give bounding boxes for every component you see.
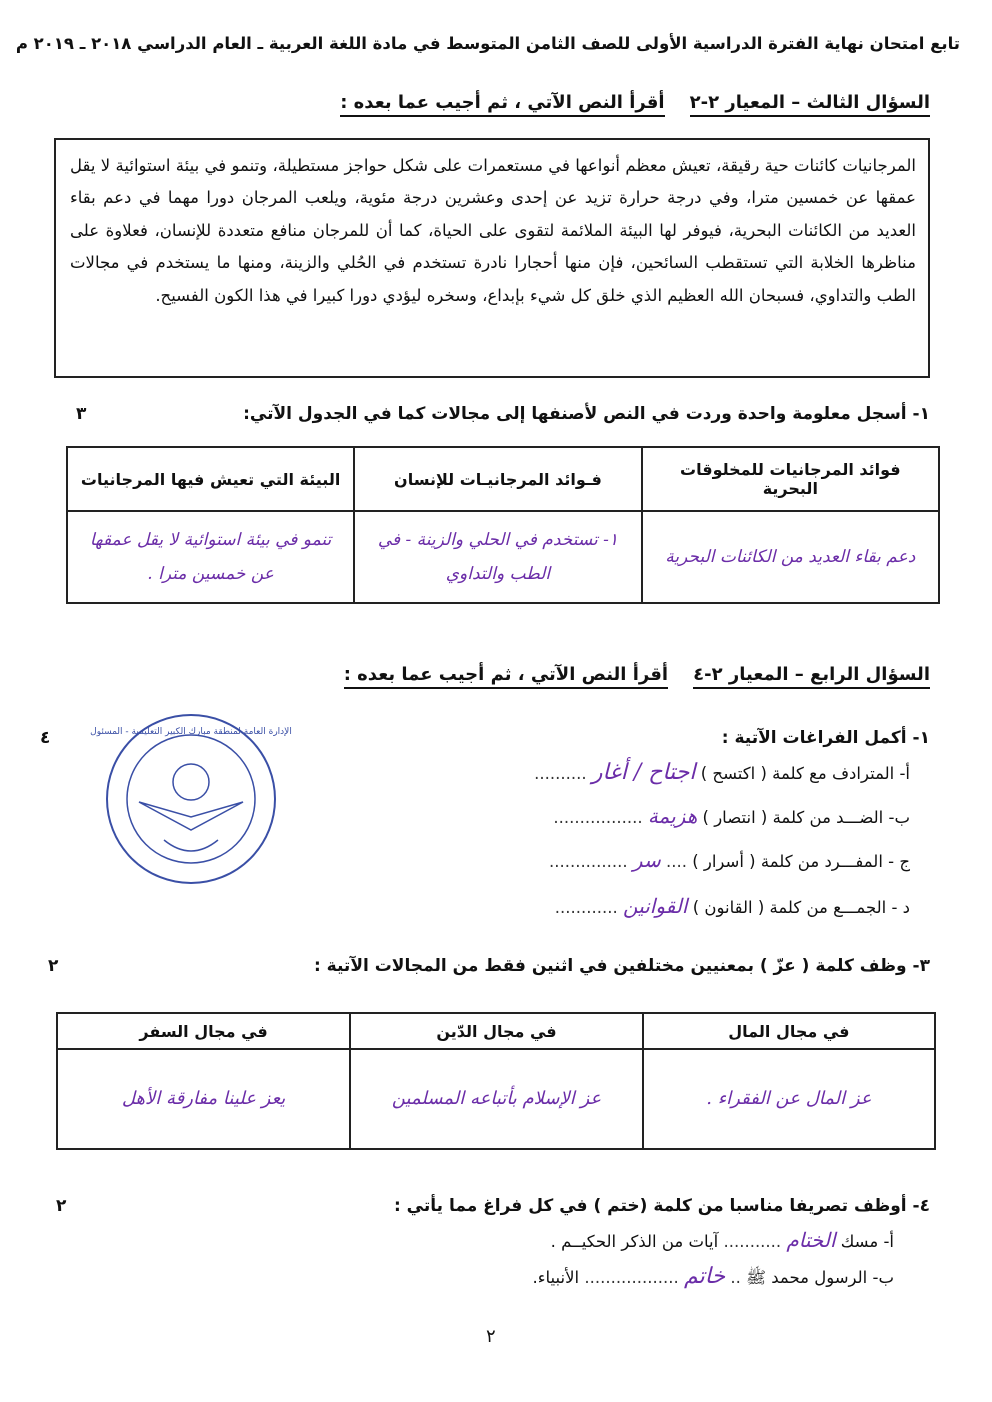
- fill-dots: ............: [554, 898, 618, 917]
- s4-q4-mark: ٢: [56, 1196, 67, 1216]
- fill-label: د - الجمـــع من كلمة ( القانون ): [692, 898, 910, 917]
- answer-cell[interactable]: عز المال عن الفقراء .: [643, 1049, 935, 1149]
- s4-q1-text: ١- أكمل الفراغات الآتية :: [721, 728, 930, 748]
- answer-cell[interactable]: دعم بقاء العديد من الكائنات البحرية: [642, 511, 939, 603]
- exam-header: تابع امتحان نهاية الفترة الدراسية الأولى للصف الثامن المتوسط في مادة اللغة العربية ـ العام الدراسي ٢٠١٨ ـ ٢٠١٩ م: [15, 34, 960, 53]
- s4-q3-text: ٣- وظف كلمة ( عزّ ) بمعنيين مختلفين في اثنين فقط من المجالات الآتية :: [313, 956, 930, 976]
- q4-b-answer[interactable]: خاتم: [684, 1264, 726, 1289]
- fill-dots: ..: [730, 1268, 741, 1287]
- s3-q1-mark: ٣: [76, 404, 87, 424]
- fill-item-d: [555, 894, 910, 918]
- page-number: ٢: [486, 1326, 496, 1347]
- q4-b-before: ب- الرسول محمد ﷺ: [746, 1268, 894, 1287]
- fill-answer[interactable]: القوانين: [622, 894, 688, 918]
- table-header-cell: فوائد المرجانيات للمخلوقات البحرية: [642, 447, 939, 511]
- section4-instruction: أقرأ النص الآتي ، ثم أجيب عما بعده :: [344, 664, 668, 689]
- q4-a-after: آيات من الذكر الحكيــم .: [550, 1232, 719, 1251]
- section3-heading: السؤال الثالث – المعيار ٢-٢: [690, 92, 930, 117]
- official-stamp-icon: [90, 712, 292, 886]
- table-header-cell: في مجال المال: [643, 1013, 935, 1049]
- q4-item-a: [551, 1228, 894, 1252]
- table-answer-row: [67, 511, 939, 603]
- fill-label: أ- المترادف مع كلمة ( اكتسح ): [700, 764, 910, 783]
- section3-instruction: أقرأ النص الآتي ، ثم أجيب عما بعده :: [340, 92, 664, 117]
- section4-heading-line: [344, 664, 930, 685]
- fill-label: ب- الضـــد من كلمة ( انتصار ): [702, 808, 910, 827]
- fill-dots: ..................: [584, 1268, 679, 1287]
- answer-cell[interactable]: عز الإسلام بأتباعه المسلمين: [350, 1049, 643, 1149]
- table-answer-row: [57, 1049, 935, 1149]
- s4-q4-text: ٤- أوظف تصريفا مناسبا من كلمة (ختم ) في كل فراغ مما يأتي :: [393, 1196, 930, 1216]
- table-header-cell: البيئة التي تعيش فيها المرجانيات: [67, 447, 354, 511]
- table-header-cell: في مجال السفر: [57, 1013, 350, 1049]
- fill-answer[interactable]: هزيمة: [647, 804, 698, 828]
- s4-q3-mark: ٢: [48, 956, 59, 976]
- q4-b-after: الأنبياء.: [532, 1268, 580, 1287]
- s4-q3-table: [56, 1012, 936, 1150]
- fill-answer[interactable]: اجتاح / أغار: [591, 760, 696, 785]
- passage-text: المرجانيات كائنات حية رقيقة، تعيش معظم أنواعها في مستعمرات على شكل حواجز مستطيلة، وتنمو في بيئة استوائية لا يقل عمقها عن خمسين مترا، وفي درجة حرارة تزيد عن إحدى وعشرين درجة مئوية، ويلعب المرجان دورا مهما في دعم بقاء العديد من الكائنات البحرية، فيوفر لها البيئة الملائمة لتقوى على الحياة، كما أن للمرجان منافع متعددة للإنسان، فعلاوة على مناظرها الخلابة التي تستقطب السائحين، فإن منها أحجارا نادرة تستخدم في الحُلي والزينة، ومنها ما يستخدم في مجالات الطب والتداوي، فسبحان الله العظيم الذي خلق كل شيء بإبداع، وسخره ليؤدي دورا كبيرا في هذا الكون الفسيح.: [70, 156, 916, 305]
- s3-q1-table: [66, 446, 940, 604]
- q4-a-before: أ- مسك: [840, 1232, 894, 1251]
- fill-dots: ....: [665, 852, 687, 871]
- fill-dots: ...............: [548, 852, 628, 871]
- table-header-row: [57, 1013, 935, 1049]
- passage-box: [54, 138, 930, 378]
- s3-q1-text: ١- أسجل معلومة واحدة وردت في النص لأصنفها إلى مجالات كما في الجدول الآتي:: [243, 404, 930, 424]
- section4-heading: السؤال الرابع – المعيار ٢-٤: [693, 664, 930, 689]
- fill-item-a: [534, 760, 910, 785]
- q4-item-b: [533, 1264, 894, 1292]
- fill-dots: ..........: [534, 764, 587, 783]
- answer-cell[interactable]: يعز علينا مفارقة الأهل: [57, 1049, 350, 1149]
- answer-cell[interactable]: ١- تستخدم في الحلي والزينة - في الطب والتداوي: [354, 511, 641, 603]
- s4-q1-mark: ٤: [40, 728, 51, 748]
- fill-dots: .................: [553, 808, 643, 827]
- table-header-cell: في مجال الدّين: [350, 1013, 643, 1049]
- fill-answer[interactable]: سر: [632, 848, 661, 872]
- fill-item-c: [549, 848, 910, 872]
- fill-item-b: [553, 804, 910, 828]
- table-header-cell: فـوائد المرجانيـات للإنسان: [354, 447, 641, 511]
- answer-cell[interactable]: تنمو في بيئة استوائية لا يقل عمقها عن خمسين مترا .: [67, 511, 354, 603]
- table-header-row: [67, 447, 939, 511]
- q4-a-answer[interactable]: الختام: [786, 1228, 836, 1252]
- fill-label: ج - المفـــرد من كلمة ( أسرار ): [692, 852, 910, 871]
- section3-heading-line: [340, 92, 930, 113]
- stamp-text: الإدارة العامة لمنطقة مبارك الكبير التعليمية - المسئول: [90, 727, 292, 737]
- fill-dots: ...........: [723, 1232, 782, 1251]
